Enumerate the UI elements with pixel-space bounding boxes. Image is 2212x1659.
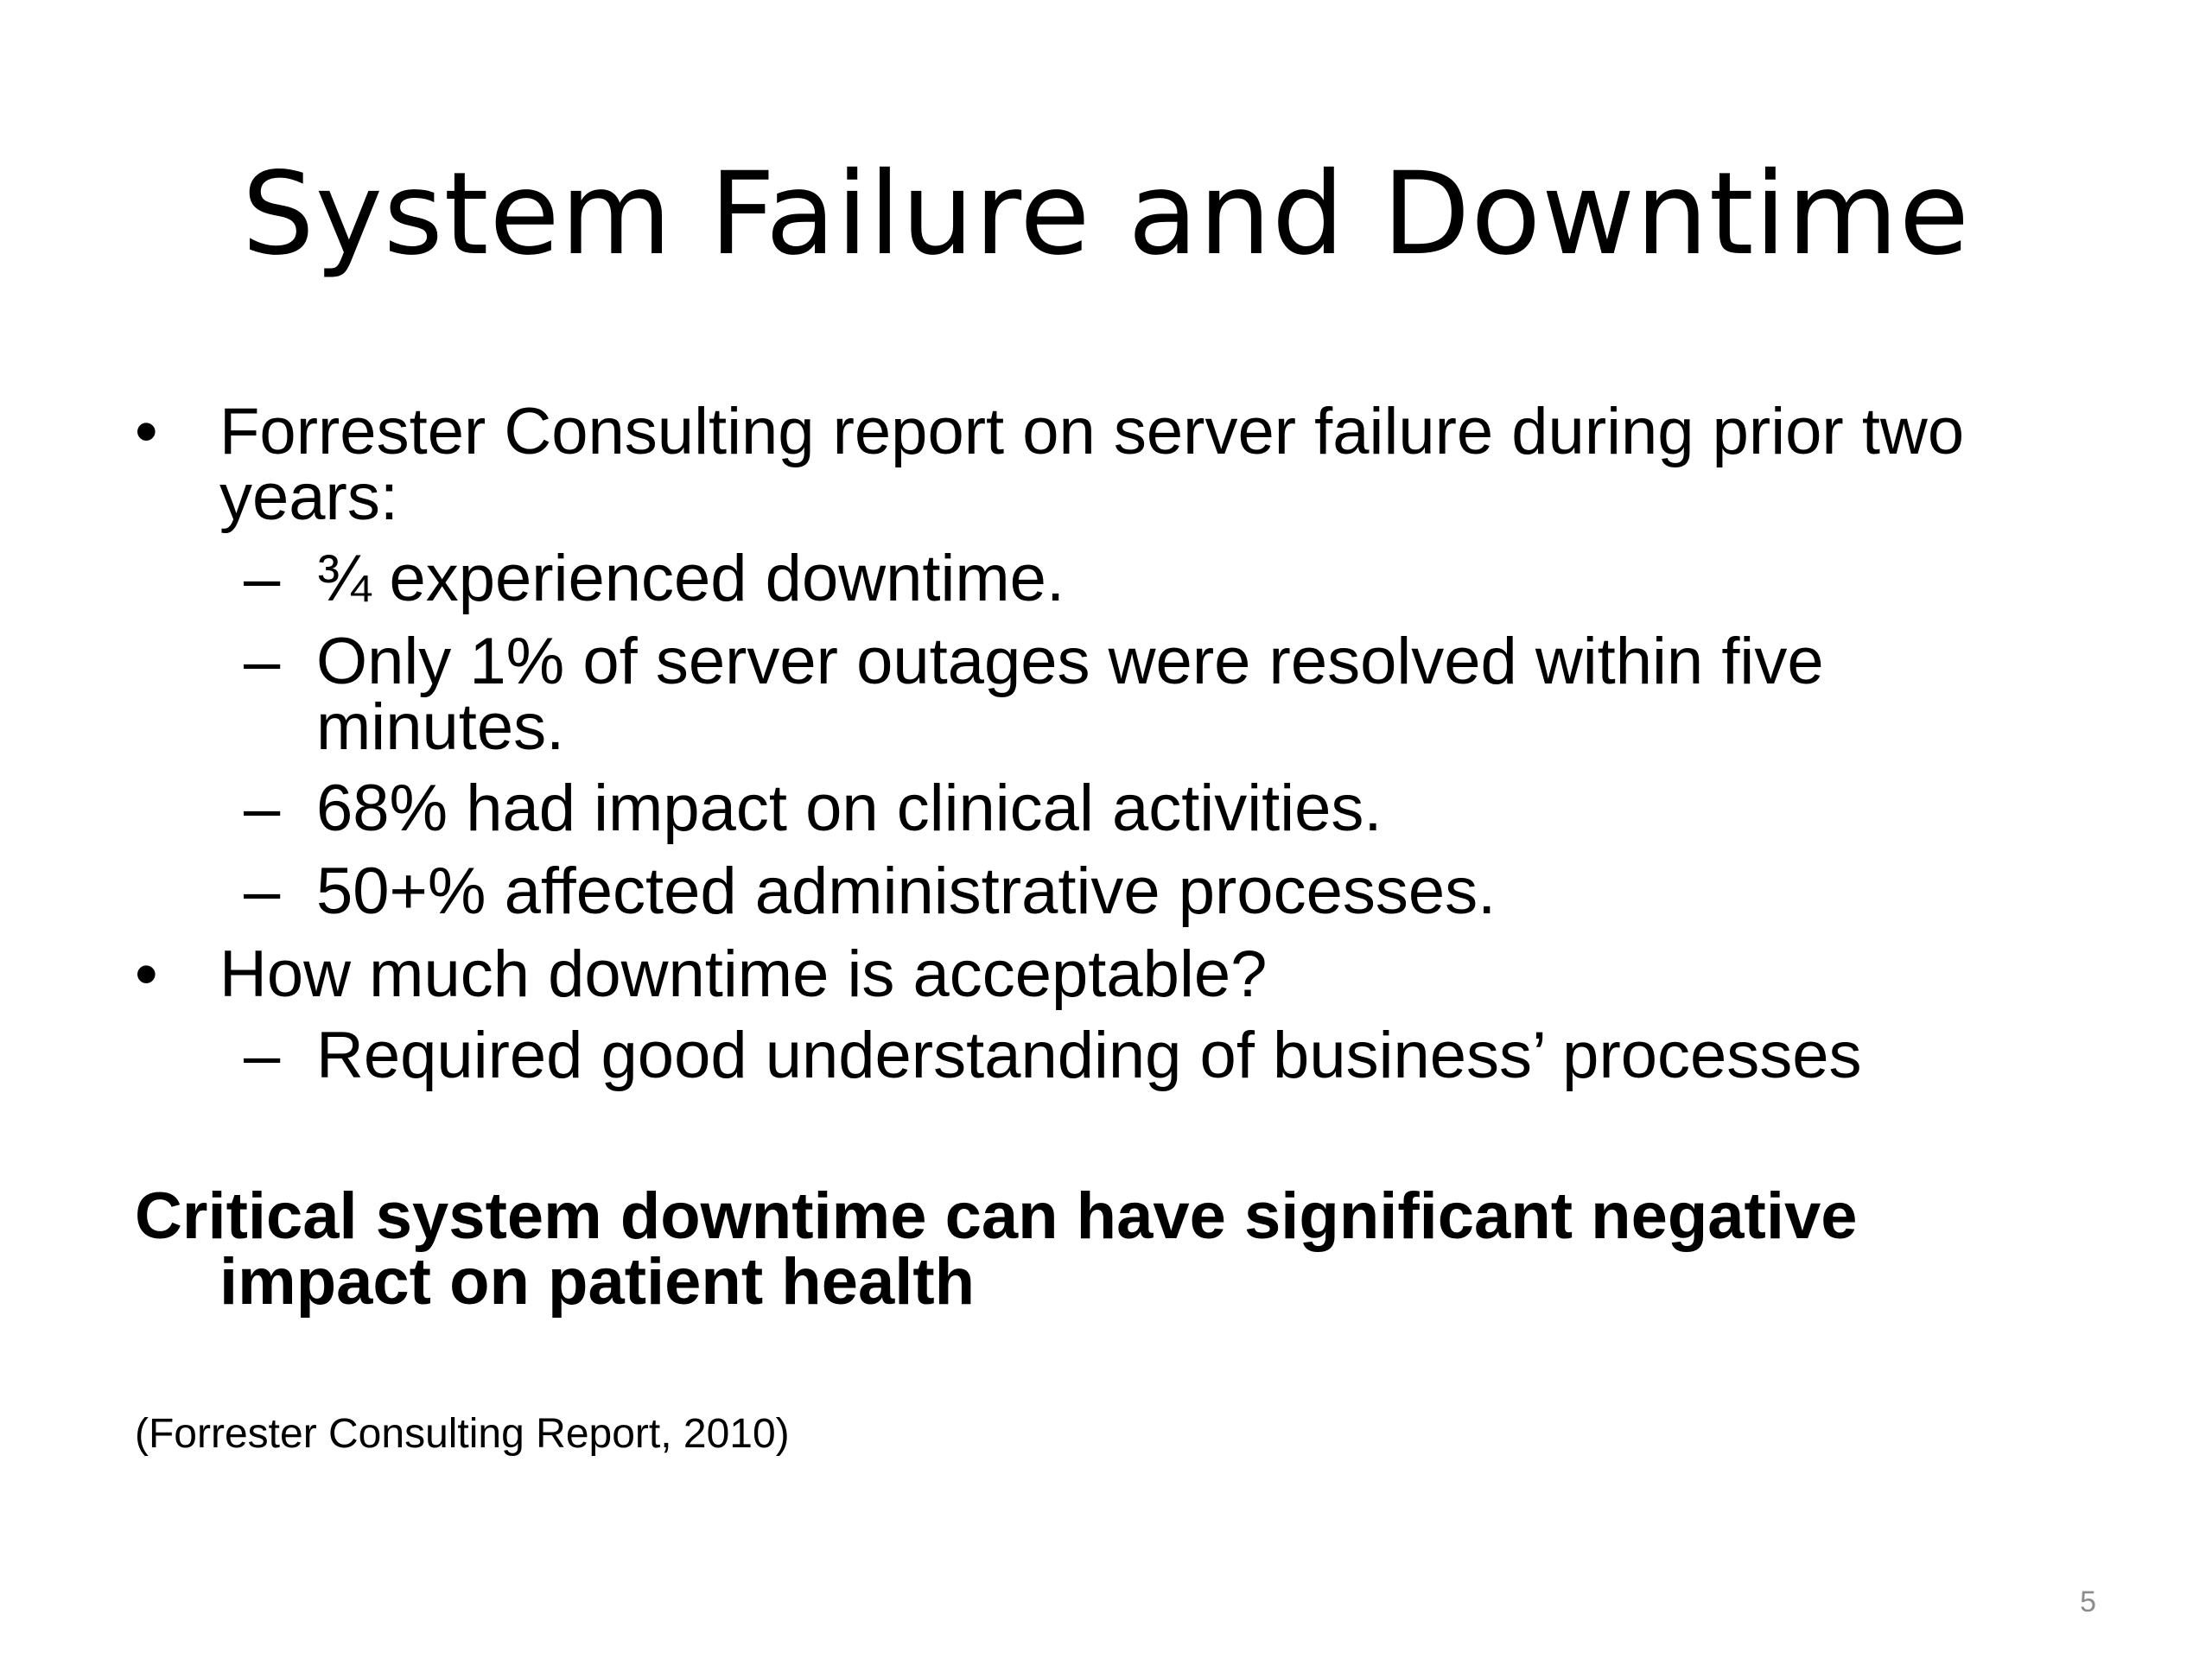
sub-bullet-line: Only 1% of server outages were resolved within five xyxy=(316,625,1824,698)
page-number: 5 xyxy=(2080,1586,2096,1618)
bullet-marker: • xyxy=(135,938,158,1011)
sub-bullet-line: minutes. xyxy=(316,690,565,764)
bullet-line: Forrester Consulting report on server failure during prior two xyxy=(219,395,1965,468)
sub-bullet-line: 50+% affected administrative processes. xyxy=(316,855,1497,928)
sub-bullet-marker: – xyxy=(244,772,281,845)
bullet-marker: • xyxy=(135,395,158,468)
bullet-text xyxy=(219,938,2094,1011)
sub-bullet-text xyxy=(316,772,2044,845)
conclusion-line: Critical system downtime can have significant negative xyxy=(135,1179,1858,1253)
slide-title: System Failure and Downtime xyxy=(242,148,1970,281)
source-citation: (Forrester Consulting Report, 2010) xyxy=(135,1411,790,1457)
bullet-text xyxy=(219,395,2094,534)
bullet-line: years: xyxy=(219,461,398,534)
sub-bullet-text xyxy=(316,855,2044,928)
sub-bullet-marker: – xyxy=(244,1019,281,1092)
sub-bullet-marker: – xyxy=(244,855,281,928)
conclusion-statement xyxy=(135,1179,2036,1319)
sub-bullet-line: ¾ experienced downtime. xyxy=(316,542,1065,615)
sub-bullet-marker: – xyxy=(244,542,281,615)
bullet-line: How much downtime is acceptable? xyxy=(219,938,1268,1011)
sub-bullet-text xyxy=(316,1019,2044,1092)
conclusion-line: impact on patient health xyxy=(219,1245,976,1319)
sub-bullet-text xyxy=(316,625,2044,764)
sub-bullet-text xyxy=(316,542,2044,615)
sub-bullet-line: Required good understanding of business’ processes xyxy=(316,1019,1862,1092)
sub-bullet-line: 68% had impact on clinical activities. xyxy=(316,772,1382,845)
sub-bullet-marker: – xyxy=(244,625,281,698)
